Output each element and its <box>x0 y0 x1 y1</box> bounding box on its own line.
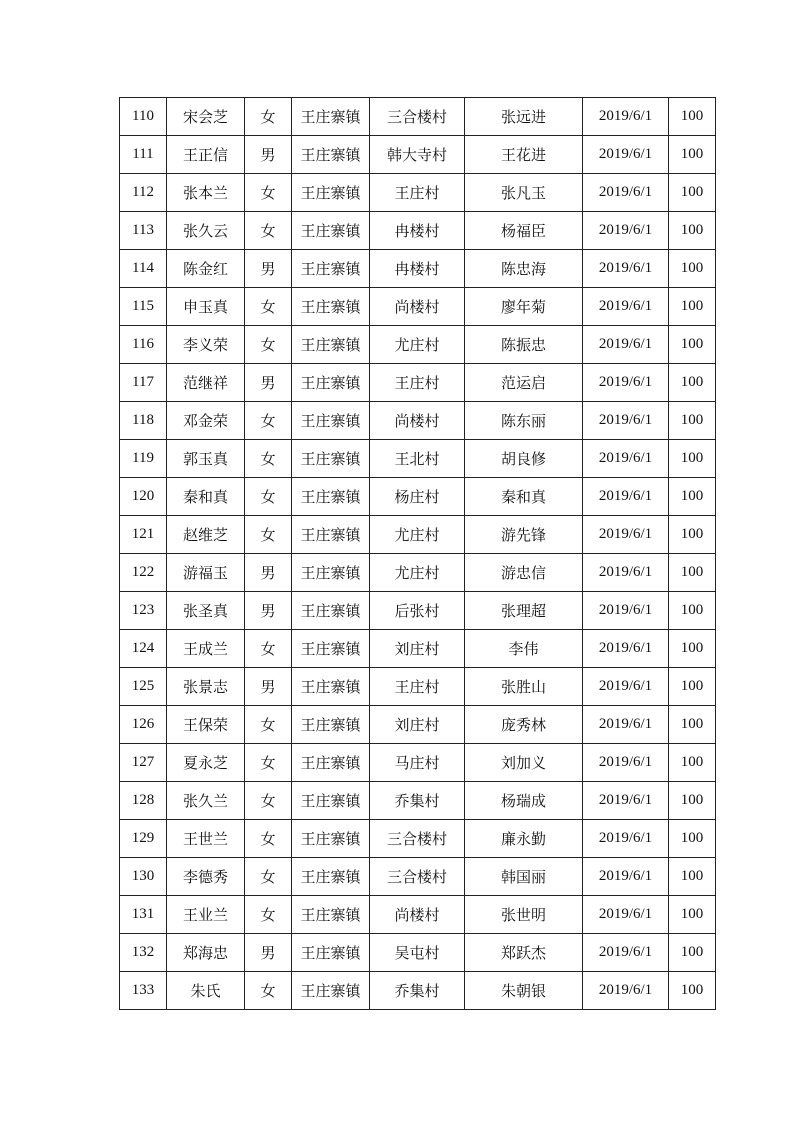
table-row <box>120 668 716 706</box>
contact-cell: 刘加义 <box>465 744 583 782</box>
date-cell: 2019/6/1 <box>583 934 669 972</box>
row-number-cell: 121 <box>120 516 167 554</box>
amount-cell: 100 <box>669 820 716 858</box>
gender-cell: 男 <box>245 554 292 592</box>
town-cell: 王庄寨镇 <box>292 554 370 592</box>
gender-cell: 男 <box>245 668 292 706</box>
table-row <box>120 858 716 896</box>
table-row <box>120 98 716 136</box>
table-row <box>120 250 716 288</box>
village-cell: 尤庄村 <box>370 326 465 364</box>
amount-cell: 100 <box>669 630 716 668</box>
gender-cell: 女 <box>245 174 292 212</box>
row-number-cell: 126 <box>120 706 167 744</box>
town-cell: 王庄寨镇 <box>292 136 370 174</box>
contact-cell: 陈东丽 <box>465 402 583 440</box>
contact-cell: 庞秀林 <box>465 706 583 744</box>
amount-cell: 100 <box>669 592 716 630</box>
village-cell: 韩大寺村 <box>370 136 465 174</box>
contact-cell: 廖年菊 <box>465 288 583 326</box>
name-cell: 王世兰 <box>167 820 245 858</box>
date-cell: 2019/6/1 <box>583 668 669 706</box>
name-cell: 李义荣 <box>167 326 245 364</box>
town-cell: 王庄寨镇 <box>292 630 370 668</box>
date-cell: 2019/6/1 <box>583 288 669 326</box>
village-cell: 乔集村 <box>370 782 465 820</box>
gender-cell: 女 <box>245 516 292 554</box>
town-cell: 王庄寨镇 <box>292 326 370 364</box>
town-cell: 王庄寨镇 <box>292 212 370 250</box>
records-table <box>119 97 716 1010</box>
village-cell: 三合楼村 <box>370 858 465 896</box>
village-cell: 刘庄村 <box>370 706 465 744</box>
amount-cell: 100 <box>669 326 716 364</box>
amount-cell: 100 <box>669 858 716 896</box>
gender-cell: 女 <box>245 212 292 250</box>
amount-cell: 100 <box>669 744 716 782</box>
contact-cell: 廉永勤 <box>465 820 583 858</box>
village-cell: 尤庄村 <box>370 554 465 592</box>
contact-cell: 胡良修 <box>465 440 583 478</box>
table-row <box>120 478 716 516</box>
row-number-cell: 127 <box>120 744 167 782</box>
gender-cell: 女 <box>245 440 292 478</box>
table-row <box>120 440 716 478</box>
contact-cell: 杨福臣 <box>465 212 583 250</box>
town-cell: 王庄寨镇 <box>292 250 370 288</box>
contact-cell: 游忠信 <box>465 554 583 592</box>
row-number-cell: 117 <box>120 364 167 402</box>
table-row <box>120 364 716 402</box>
table-row <box>120 972 716 1010</box>
date-cell: 2019/6/1 <box>583 630 669 668</box>
village-cell: 王庄村 <box>370 668 465 706</box>
gender-cell: 男 <box>245 136 292 174</box>
amount-cell: 100 <box>669 174 716 212</box>
table-row <box>120 744 716 782</box>
gender-cell: 女 <box>245 744 292 782</box>
row-number-cell: 118 <box>120 402 167 440</box>
gender-cell: 女 <box>245 630 292 668</box>
row-number-cell: 116 <box>120 326 167 364</box>
gender-cell: 女 <box>245 288 292 326</box>
gender-cell: 女 <box>245 858 292 896</box>
contact-cell: 李伟 <box>465 630 583 668</box>
name-cell: 赵维芝 <box>167 516 245 554</box>
contact-cell: 游先锋 <box>465 516 583 554</box>
amount-cell: 100 <box>669 934 716 972</box>
table-row <box>120 896 716 934</box>
amount-cell: 100 <box>669 136 716 174</box>
table-row <box>120 174 716 212</box>
gender-cell: 女 <box>245 326 292 364</box>
date-cell: 2019/6/1 <box>583 972 669 1010</box>
town-cell: 王庄寨镇 <box>292 402 370 440</box>
table-row <box>120 402 716 440</box>
date-cell: 2019/6/1 <box>583 820 669 858</box>
row-number-cell: 113 <box>120 212 167 250</box>
town-cell: 王庄寨镇 <box>292 858 370 896</box>
name-cell: 王保荣 <box>167 706 245 744</box>
village-cell: 后张村 <box>370 592 465 630</box>
row-number-cell: 123 <box>120 592 167 630</box>
row-number-cell: 131 <box>120 896 167 934</box>
village-cell: 王庄村 <box>370 174 465 212</box>
name-cell: 张久云 <box>167 212 245 250</box>
village-cell: 尚楼村 <box>370 896 465 934</box>
table-row <box>120 212 716 250</box>
date-cell: 2019/6/1 <box>583 136 669 174</box>
town-cell: 王庄寨镇 <box>292 706 370 744</box>
contact-cell: 陈振忠 <box>465 326 583 364</box>
row-number-cell: 124 <box>120 630 167 668</box>
table-row <box>120 630 716 668</box>
town-cell: 王庄寨镇 <box>292 592 370 630</box>
name-cell: 张圣真 <box>167 592 245 630</box>
amount-cell: 100 <box>669 554 716 592</box>
date-cell: 2019/6/1 <box>583 440 669 478</box>
name-cell: 范继祥 <box>167 364 245 402</box>
town-cell: 王庄寨镇 <box>292 668 370 706</box>
date-cell: 2019/6/1 <box>583 478 669 516</box>
row-number-cell: 115 <box>120 288 167 326</box>
table-row <box>120 554 716 592</box>
name-cell: 邓金荣 <box>167 402 245 440</box>
row-number-cell: 112 <box>120 174 167 212</box>
village-cell: 吴屯村 <box>370 934 465 972</box>
table-row <box>120 782 716 820</box>
table-row <box>120 136 716 174</box>
table-row <box>120 516 716 554</box>
contact-cell: 范运启 <box>465 364 583 402</box>
date-cell: 2019/6/1 <box>583 554 669 592</box>
name-cell: 李德秀 <box>167 858 245 896</box>
village-cell: 尚楼村 <box>370 288 465 326</box>
gender-cell: 女 <box>245 782 292 820</box>
name-cell: 宋会芝 <box>167 98 245 136</box>
amount-cell: 100 <box>669 782 716 820</box>
row-number-cell: 111 <box>120 136 167 174</box>
date-cell: 2019/6/1 <box>583 98 669 136</box>
town-cell: 王庄寨镇 <box>292 288 370 326</box>
village-cell: 尚楼村 <box>370 402 465 440</box>
contact-cell: 张远进 <box>465 98 583 136</box>
row-number-cell: 119 <box>120 440 167 478</box>
date-cell: 2019/6/1 <box>583 744 669 782</box>
date-cell: 2019/6/1 <box>583 896 669 934</box>
amount-cell: 100 <box>669 706 716 744</box>
row-number-cell: 132 <box>120 934 167 972</box>
records-table-body <box>120 98 716 1010</box>
contact-cell: 陈忠海 <box>465 250 583 288</box>
date-cell: 2019/6/1 <box>583 592 669 630</box>
gender-cell: 女 <box>245 402 292 440</box>
row-number-cell: 129 <box>120 820 167 858</box>
name-cell: 张景志 <box>167 668 245 706</box>
contact-cell: 张世明 <box>465 896 583 934</box>
village-cell: 冉楼村 <box>370 212 465 250</box>
contact-cell: 张凡玉 <box>465 174 583 212</box>
date-cell: 2019/6/1 <box>583 212 669 250</box>
date-cell: 2019/6/1 <box>583 516 669 554</box>
name-cell: 郑海忠 <box>167 934 245 972</box>
village-cell: 三合楼村 <box>370 98 465 136</box>
row-number-cell: 125 <box>120 668 167 706</box>
table-row <box>120 326 716 364</box>
table-row <box>120 934 716 972</box>
date-cell: 2019/6/1 <box>583 250 669 288</box>
amount-cell: 100 <box>669 364 716 402</box>
town-cell: 王庄寨镇 <box>292 896 370 934</box>
amount-cell: 100 <box>669 668 716 706</box>
village-cell: 冉楼村 <box>370 250 465 288</box>
name-cell: 王正信 <box>167 136 245 174</box>
amount-cell: 100 <box>669 98 716 136</box>
amount-cell: 100 <box>669 212 716 250</box>
town-cell: 王庄寨镇 <box>292 440 370 478</box>
gender-cell: 男 <box>245 250 292 288</box>
date-cell: 2019/6/1 <box>583 858 669 896</box>
village-cell: 王庄村 <box>370 364 465 402</box>
village-cell: 尤庄村 <box>370 516 465 554</box>
village-cell: 三合楼村 <box>370 820 465 858</box>
name-cell: 秦和真 <box>167 478 245 516</box>
name-cell: 游福玉 <box>167 554 245 592</box>
town-cell: 王庄寨镇 <box>292 744 370 782</box>
date-cell: 2019/6/1 <box>583 326 669 364</box>
gender-cell: 女 <box>245 972 292 1010</box>
gender-cell: 女 <box>245 706 292 744</box>
name-cell: 王业兰 <box>167 896 245 934</box>
village-cell: 杨庄村 <box>370 478 465 516</box>
town-cell: 王庄寨镇 <box>292 782 370 820</box>
row-number-cell: 133 <box>120 972 167 1010</box>
row-number-cell: 120 <box>120 478 167 516</box>
village-cell: 刘庄村 <box>370 630 465 668</box>
date-cell: 2019/6/1 <box>583 706 669 744</box>
table-row <box>120 288 716 326</box>
gender-cell: 女 <box>245 820 292 858</box>
contact-cell: 韩国丽 <box>465 858 583 896</box>
name-cell: 张久兰 <box>167 782 245 820</box>
gender-cell: 女 <box>245 478 292 516</box>
row-number-cell: 110 <box>120 98 167 136</box>
row-number-cell: 128 <box>120 782 167 820</box>
table-row <box>120 592 716 630</box>
name-cell: 郭玉真 <box>167 440 245 478</box>
village-cell: 乔集村 <box>370 972 465 1010</box>
town-cell: 王庄寨镇 <box>292 98 370 136</box>
gender-cell: 女 <box>245 98 292 136</box>
amount-cell: 100 <box>669 896 716 934</box>
row-number-cell: 114 <box>120 250 167 288</box>
name-cell: 王成兰 <box>167 630 245 668</box>
town-cell: 王庄寨镇 <box>292 934 370 972</box>
amount-cell: 100 <box>669 972 716 1010</box>
gender-cell: 男 <box>245 364 292 402</box>
town-cell: 王庄寨镇 <box>292 516 370 554</box>
contact-cell: 张胜山 <box>465 668 583 706</box>
town-cell: 王庄寨镇 <box>292 174 370 212</box>
town-cell: 王庄寨镇 <box>292 820 370 858</box>
amount-cell: 100 <box>669 516 716 554</box>
date-cell: 2019/6/1 <box>583 174 669 212</box>
town-cell: 王庄寨镇 <box>292 364 370 402</box>
contact-cell: 杨瑞成 <box>465 782 583 820</box>
amount-cell: 100 <box>669 402 716 440</box>
town-cell: 王庄寨镇 <box>292 972 370 1010</box>
contact-cell: 郑跃杰 <box>465 934 583 972</box>
contact-cell: 秦和真 <box>465 478 583 516</box>
date-cell: 2019/6/1 <box>583 782 669 820</box>
row-number-cell: 122 <box>120 554 167 592</box>
gender-cell: 女 <box>245 896 292 934</box>
gender-cell: 男 <box>245 592 292 630</box>
amount-cell: 100 <box>669 440 716 478</box>
village-cell: 马庄村 <box>370 744 465 782</box>
amount-cell: 100 <box>669 288 716 326</box>
date-cell: 2019/6/1 <box>583 364 669 402</box>
name-cell: 张本兰 <box>167 174 245 212</box>
contact-cell: 张理超 <box>465 592 583 630</box>
table-row <box>120 820 716 858</box>
date-cell: 2019/6/1 <box>583 402 669 440</box>
table-row <box>120 706 716 744</box>
village-cell: 王北村 <box>370 440 465 478</box>
name-cell: 申玉真 <box>167 288 245 326</box>
name-cell: 夏永芝 <box>167 744 245 782</box>
contact-cell: 王花进 <box>465 136 583 174</box>
name-cell: 朱氏 <box>167 972 245 1010</box>
gender-cell: 男 <box>245 934 292 972</box>
contact-cell: 朱朝银 <box>465 972 583 1010</box>
row-number-cell: 130 <box>120 858 167 896</box>
name-cell: 陈金红 <box>167 250 245 288</box>
town-cell: 王庄寨镇 <box>292 478 370 516</box>
amount-cell: 100 <box>669 478 716 516</box>
amount-cell: 100 <box>669 250 716 288</box>
